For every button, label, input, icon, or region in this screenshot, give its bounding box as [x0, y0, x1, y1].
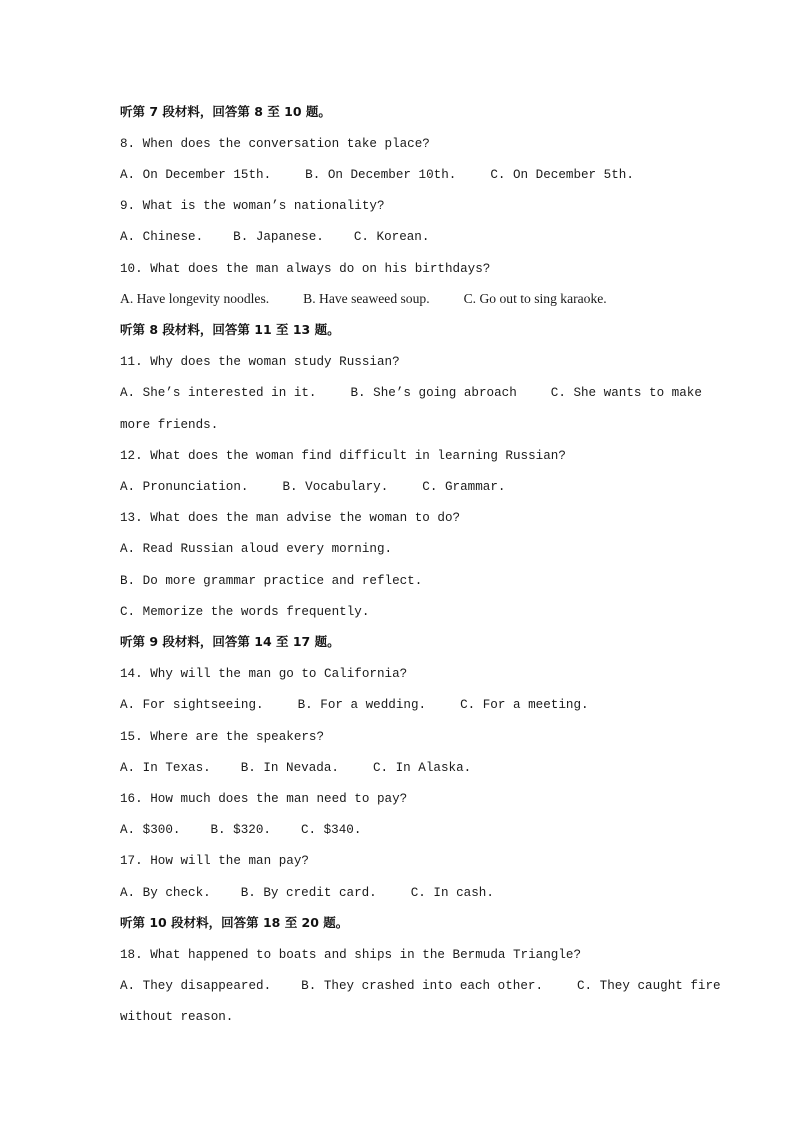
- question-14-options: [120, 697, 589, 713]
- question-17: 17. How will the man pay?: [120, 854, 309, 868]
- question-8: 8. When does the conversation take place?: [120, 137, 430, 151]
- question-18: 18. What happened to boats and ships in the Bermuda Triangle?: [120, 948, 582, 962]
- option-14c: C. For a meeting.: [460, 698, 589, 712]
- question-17-options: [120, 885, 494, 901]
- question-8-options: [120, 167, 634, 183]
- section-heading-7: 听第 7 段材料，回答第 8 至 10 题。: [120, 104, 331, 119]
- question-16: 16. How much does the man need to pay?: [120, 792, 408, 806]
- option-10b: B. Have seaweed soup.: [303, 291, 430, 306]
- option-10c: C. Go out to sing karaoke.: [463, 291, 607, 306]
- question-12: 12. What does the woman find difficult in learning Russian?: [120, 449, 566, 463]
- option-12b: B. Vocabulary.: [282, 480, 389, 494]
- option-9b: B. Japanese.: [233, 230, 324, 244]
- question-10: 10. What does the man always do on his birthdays?: [120, 262, 491, 276]
- option-16c: C. $340.: [300, 823, 362, 837]
- option-17c: C. In cash.: [410, 886, 494, 900]
- option-15c: C. In Alaska.: [372, 761, 472, 775]
- option-18c: C. They caught fire: [577, 979, 721, 993]
- option-16a: A. $300.: [120, 823, 181, 837]
- option-13b: B. Do more grammar practice and reflect.: [120, 574, 423, 588]
- question-16-options: [120, 822, 361, 838]
- question-9: 9. What is the woman’s nationality?: [120, 199, 385, 213]
- question-10-options: [120, 291, 607, 307]
- question-14: 14. Why will the man go to California?: [120, 667, 408, 681]
- option-13a: A. Read Russian aloud every morning.: [120, 542, 393, 556]
- option-14b: B. For a wedding.: [297, 698, 427, 712]
- question-18-options: [120, 978, 721, 994]
- option-17b: B. By credit card.: [240, 886, 377, 900]
- section-heading-9: 听第 9 段材料，回答第 14 至 17 题。: [120, 634, 340, 649]
- question-11-options: [120, 385, 702, 401]
- option-9c: C. Korean.: [353, 230, 430, 244]
- option-15b: B. In Nevada.: [240, 761, 339, 775]
- option-11b: B. She’s going abroach: [350, 386, 517, 400]
- option-12a: A. Pronunciation.: [120, 480, 249, 494]
- option-8a: A. On December 15th.: [120, 168, 272, 182]
- question-11: 11. Why does the woman study Russian?: [120, 355, 400, 369]
- option-16b: B. $320.: [210, 823, 271, 837]
- option-18b: B. They crashed into each other.: [301, 979, 543, 993]
- option-13c: C. Memorize the words frequently.: [120, 605, 370, 619]
- question-12-options: [120, 479, 505, 495]
- option-8c: C. On December 5th.: [490, 168, 634, 182]
- option-8b: B. On December 10th.: [305, 168, 457, 182]
- option-15a: A. In Texas.: [120, 761, 211, 775]
- option-11c-continued: more friends.: [120, 418, 219, 432]
- option-14a: A. For sightseeing.: [120, 698, 264, 712]
- question-15: 15. Where are the speakers?: [120, 730, 325, 744]
- option-17a: A. By check.: [120, 886, 211, 900]
- option-9a: A. Chinese.: [120, 230, 204, 244]
- section-heading-8: 听第 8 段材料，回答第 11 至 13 题。: [120, 322, 340, 337]
- option-18c-continued: without reason.: [120, 1010, 234, 1024]
- option-12c: C. Grammar.: [422, 480, 506, 494]
- question-9-options: [120, 229, 429, 245]
- question-15-options: [120, 760, 471, 776]
- option-11a: A. She’s interested in it.: [120, 386, 317, 400]
- question-13: 13. What does the man advise the woman to do?: [120, 511, 461, 525]
- option-18a: A. They disappeared.: [120, 979, 272, 993]
- option-11c: C. She wants to make: [550, 386, 702, 400]
- section-heading-10: 听第 10 段材料，回答第 18 至 20 题。: [120, 915, 349, 930]
- option-10a: A. Have longevity noodles.: [120, 291, 270, 306]
